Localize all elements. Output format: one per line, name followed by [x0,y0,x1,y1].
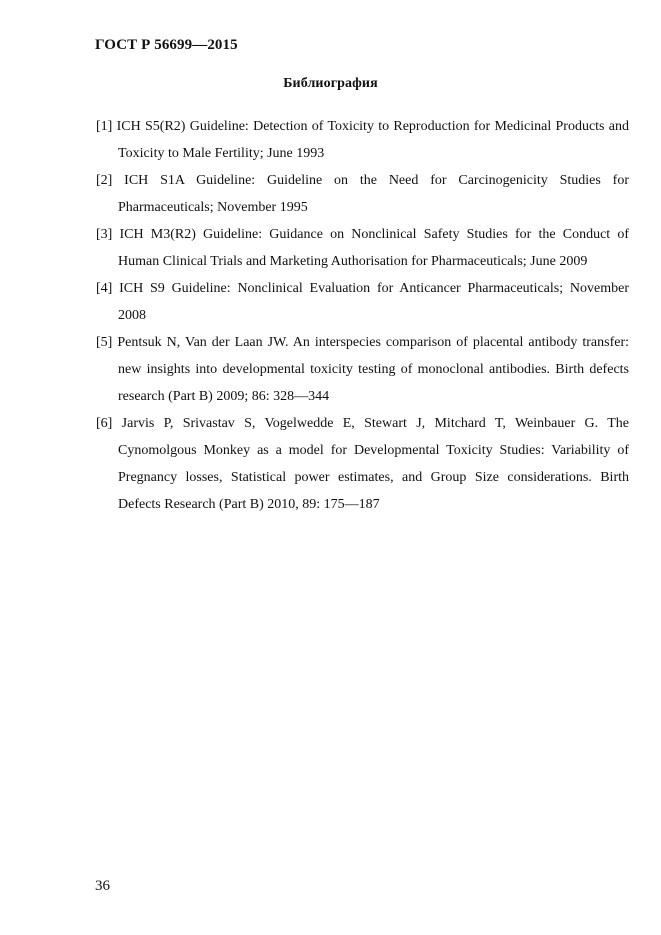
bibliography-entry [96,113,629,167]
bibliography-entry-text: ICH S1A Guideline: Guideline on the Need for Carcinogenicity Studies for Pharmaceuticals; November 1995 [118,173,629,215]
bibliography-title: Библиография [283,76,378,91]
bibliography-entry-text: ICH M3(R2) Guideline: Guidance on Nonclinical Safety Studies for the Conduct of Human Clinical Trials and Marketing Authorisation for Pharmaceuticals; June 2009 [118,227,629,269]
bibliography-entry-text: ICH S9 Guideline: Nonclinical Evaluation for Anticancer Pharmaceuticals; November 2008 [118,281,629,323]
bibliography-list [96,113,629,518]
bibliography-entry-number: [6] [96,416,113,431]
document-header: ГОСТ Р 56699—2015 [95,37,238,53]
bibliography-entry-number: [4] [96,281,113,296]
bibliography-entry-number: [5] [96,335,113,350]
bibliography-entry-number: [1] [96,119,113,134]
page-number: 36 [95,878,110,894]
bibliography-entry [96,167,629,221]
bibliography-entry [96,275,629,329]
bibliography-entry-text: Pentsuk N, Van der Laan JW. An interspecies comparison of placental antibody transfer: new insights into developmental toxicity testing of monoclonal antibodies. Birth defects research (Part B) 2009; 86: 328—344 [117,335,630,404]
bibliography-entry [96,221,629,275]
bibliography-entry-text: Jarvis P, Srivastav S, Vogelwedde E, Stewart J, Mitchard T, Weinbauer G. The Cynomolgous Monkey as a model for Developmental Toxicity Studies: Variability of Pregnancy losses, Statistical power estimates, and Group Size considerations. Birth Defects Research (Part B) 2010, 89: 175—187 [118,416,630,512]
bibliography-entry [96,329,629,410]
bibliography-entry-number: [2] [96,173,113,188]
bibliography-entry-text: ICH S5(R2) Guideline: Detection of Toxicity to Reproduction for Medicinal Products and Toxicity to Male Fertility; June 1993 [116,119,629,161]
bibliography-entry [96,410,629,518]
bibliography-entry-number: [3] [96,227,113,242]
